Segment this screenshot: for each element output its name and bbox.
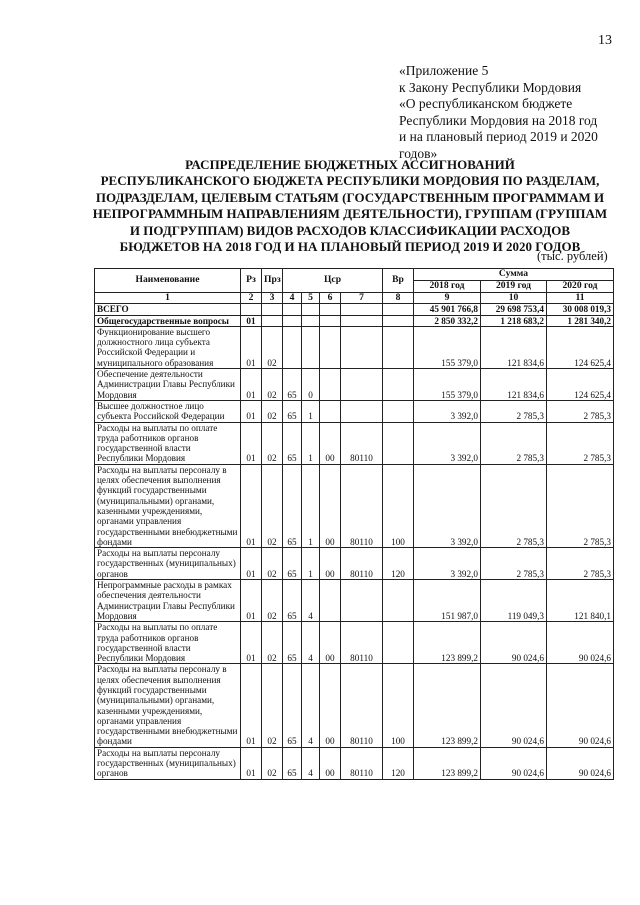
row-prz: 02	[262, 464, 283, 547]
row-prz: 02	[262, 622, 283, 664]
title-line: НЕПРОГРАММНЫМ НАПРАВЛЕНИЯМ ДЕЯТЕЛЬНОСТИ), ГРУППАМ (ГРУППАМ	[92, 206, 608, 222]
column-number: 1	[95, 293, 241, 304]
row-amount-2019: 90 024,6	[481, 664, 547, 747]
row-amount-2020: 124 625,4	[547, 369, 614, 401]
header-sum: Сумма	[414, 269, 614, 281]
row-vr	[383, 622, 414, 664]
row-prz: 02	[262, 422, 283, 464]
row-amount-2018: 123 899,2	[414, 747, 481, 779]
row-name: Обеспечение деятельности Администрации Главы Республики Мордовия	[95, 369, 241, 401]
row-csr-main: 00	[320, 622, 341, 664]
header-rz: Рз	[241, 269, 262, 293]
row-amount-2018: 123 899,2	[414, 622, 481, 664]
row-csr-program	[283, 304, 302, 315]
row-csr-direction: 80110	[341, 548, 383, 580]
row-amount-2019: 1 218 683,2	[481, 315, 547, 326]
row-amount-2018: 151 987,0	[414, 580, 481, 622]
row-name: Расходы на выплаты персоналу государственных (муниципальных) органов	[95, 747, 241, 779]
row-prz: 02	[262, 747, 283, 779]
column-number: 8	[383, 293, 414, 304]
table-row	[95, 580, 614, 622]
row-amount-2020: 121 840,1	[547, 580, 614, 622]
row-amount-2018: 123 899,2	[414, 664, 481, 747]
units-label: (тыс. рублей)	[537, 249, 608, 263]
table-row	[95, 664, 614, 747]
column-number: 6	[320, 293, 341, 304]
row-rz: 01	[241, 747, 262, 779]
row-amount-2019: 90 024,6	[481, 747, 547, 779]
table-row	[95, 464, 614, 547]
row-vr	[383, 422, 414, 464]
row-csr-subprogram	[302, 326, 320, 368]
document-title	[80, 157, 620, 255]
row-amount-2018: 3 392,0	[414, 400, 481, 422]
row-name: Расходы на выплаты по оплате труда работников органов государственной власти Республики Мордовия	[95, 422, 241, 464]
row-vr: 120	[383, 548, 414, 580]
row-csr-program: 65	[283, 747, 302, 779]
row-csr-main	[320, 304, 341, 315]
header-2018: 2018 год	[414, 281, 481, 293]
row-name: Высшее должностное лицо субъекта Российской Федерации	[95, 400, 241, 422]
row-amount-2018: 45 901 766,8	[414, 304, 481, 315]
row-csr-program	[283, 315, 302, 326]
row-rz: 01	[241, 400, 262, 422]
row-csr-direction: 80110	[341, 422, 383, 464]
row-amount-2018: 155 379,0	[414, 326, 481, 368]
row-amount-2020: 2 785,3	[547, 548, 614, 580]
header-prz: Прз	[262, 269, 283, 293]
header-2020: 2020 год	[547, 281, 614, 293]
row-csr-main	[320, 326, 341, 368]
row-prz: 02	[262, 326, 283, 368]
row-name: Расходы на выплаты персоналу в целях обеспечения выполнения функций государственными (муниципальными) органами, казенными учреждениями, органами управления государственными внебюджетными фондами	[95, 464, 241, 547]
row-csr-direction	[341, 580, 383, 622]
row-vr	[383, 369, 414, 401]
row-csr-main	[320, 315, 341, 326]
row-prz: 02	[262, 664, 283, 747]
row-rz: 01	[241, 664, 262, 747]
row-vr	[383, 315, 414, 326]
row-rz: 01	[241, 464, 262, 547]
row-name: ВСЕГО	[95, 304, 241, 315]
row-csr-direction: 80110	[341, 747, 383, 779]
row-amount-2020: 2 785,3	[547, 400, 614, 422]
row-prz: 02	[262, 400, 283, 422]
row-csr-subprogram: 4	[302, 664, 320, 747]
row-csr-subprogram: 4	[302, 622, 320, 664]
appendix-note	[399, 63, 614, 162]
row-csr-direction: 80110	[341, 464, 383, 547]
column-number: 10	[481, 293, 547, 304]
table-body	[95, 293, 614, 780]
table-row	[95, 747, 614, 779]
row-prz: 02	[262, 580, 283, 622]
title-line: РЕСПУБЛИКАНСКОГО БЮДЖЕТА РЕСПУБЛИКИ МОРДОВИЯ ПО РАЗДЕЛАМ,	[100, 173, 600, 189]
row-vr: 100	[383, 664, 414, 747]
row-amount-2020: 2 785,3	[547, 464, 614, 547]
row-csr-main: 00	[320, 464, 341, 547]
column-number: 9	[414, 293, 481, 304]
row-name: Функционирование высшего должностного лица субъекта Российской Федерации и муниципального образования	[95, 326, 241, 368]
row-name: Расходы на выплаты персоналу в целях обеспечения выполнения функций государственными (муниципальными) органами, казенными учреждениями, органами управления государственными внебюджетными фондами	[95, 664, 241, 747]
appendix-line: «О республиканском бюджете	[399, 96, 573, 111]
title-line: БЮДЖЕТОВ НА 2018 ГОД И НА ПЛАНОВЫЙ ПЕРИОД 2019 И 2020 ГОДОВ	[119, 239, 581, 255]
row-rz	[241, 304, 262, 315]
header-name: Наименование	[95, 269, 241, 293]
row-csr-direction	[341, 304, 383, 315]
row-csr-program: 65	[283, 369, 302, 401]
row-amount-2020: 30 008 019,3	[547, 304, 614, 315]
row-rz: 01	[241, 622, 262, 664]
row-csr-direction	[341, 369, 383, 401]
row-amount-2019: 2 785,3	[481, 464, 547, 547]
row-amount-2020: 124 625,4	[547, 326, 614, 368]
row-csr-subprogram: 1	[302, 464, 320, 547]
row-vr: 120	[383, 747, 414, 779]
row-name: Расходы на выплаты персоналу государственных (муниципальных) органов	[95, 548, 241, 580]
row-name: Непрограммные расходы в рамках обеспечения деятельности Администрации Главы Республики Мордовия	[95, 580, 241, 622]
budget-table	[94, 268, 614, 780]
appendix-line: и на плановый период 2019 и 2020	[399, 129, 598, 144]
row-amount-2018: 3 392,0	[414, 548, 481, 580]
row-rz: 01	[241, 548, 262, 580]
column-number-row	[95, 293, 614, 304]
row-csr-main	[320, 580, 341, 622]
row-rz: 01	[241, 369, 262, 401]
row-csr-main: 00	[320, 664, 341, 747]
title-line: И ПОДГРУППАМ) ВИДОВ РАСХОДОВ КЛАССИФИКАЦИИ РАСХОДОВ	[129, 222, 571, 238]
row-amount-2019: 121 834,6	[481, 326, 547, 368]
column-number: 4	[283, 293, 302, 304]
row-amount-2018: 3 392,0	[414, 422, 481, 464]
row-vr	[383, 400, 414, 422]
row-csr-direction	[341, 315, 383, 326]
row-amount-2020: 90 024,6	[547, 664, 614, 747]
row-amount-2020: 90 024,6	[547, 622, 614, 664]
row-csr-main	[320, 400, 341, 422]
row-csr-subprogram: 0	[302, 369, 320, 401]
row-vr	[383, 326, 414, 368]
row-csr-direction: 80110	[341, 622, 383, 664]
row-csr-direction: 80110	[341, 664, 383, 747]
appendix-line: «Приложение 5	[399, 63, 489, 78]
row-csr-main: 00	[320, 422, 341, 464]
row-csr-subprogram: 1	[302, 422, 320, 464]
row-amount-2020: 90 024,6	[547, 747, 614, 779]
column-number: 11	[547, 293, 614, 304]
row-rz: 01	[241, 315, 262, 326]
table-row	[95, 422, 614, 464]
row-name: Расходы на выплаты по оплате труда работников органов государственной власти Республики Мордовия	[95, 622, 241, 664]
row-csr-direction	[341, 326, 383, 368]
row-name: Общегосударственные вопросы	[95, 315, 241, 326]
row-csr-main	[320, 369, 341, 401]
row-csr-main: 00	[320, 747, 341, 779]
row-amount-2018: 3 392,0	[414, 464, 481, 547]
row-vr	[383, 580, 414, 622]
row-csr-subprogram	[302, 304, 320, 315]
row-amount-2020: 1 281 340,2	[547, 315, 614, 326]
row-csr-subprogram: 1	[302, 548, 320, 580]
header-vr: Вр	[383, 269, 414, 293]
row-csr-subprogram	[302, 315, 320, 326]
row-csr-program: 65	[283, 400, 302, 422]
table-header	[95, 269, 614, 293]
title-line: РАСПРЕДЕЛЕНИЕ БЮДЖЕТНЫХ АССИГНОВАНИЙ	[185, 157, 515, 172]
row-csr-program: 65	[283, 580, 302, 622]
header-csr: Цср	[283, 269, 383, 293]
row-csr-subprogram: 4	[302, 580, 320, 622]
header-2019: 2019 год	[481, 281, 547, 293]
row-prz: 02	[262, 369, 283, 401]
row-csr-program	[283, 326, 302, 368]
row-csr-subprogram: 1	[302, 400, 320, 422]
row-csr-program: 65	[283, 464, 302, 547]
row-amount-2019: 119 049,3	[481, 580, 547, 622]
row-rz: 01	[241, 580, 262, 622]
table-row	[95, 369, 614, 401]
row-amount-2019: 2 785,3	[481, 548, 547, 580]
column-number: 5	[302, 293, 320, 304]
row-csr-subprogram: 4	[302, 747, 320, 779]
row-amount-2019: 90 024,6	[481, 622, 547, 664]
table-row	[95, 622, 614, 664]
row-amount-2019: 29 698 753,4	[481, 304, 547, 315]
table-row	[95, 400, 614, 422]
row-amount-2020: 2 785,3	[547, 422, 614, 464]
row-vr: 100	[383, 464, 414, 547]
row-prz	[262, 315, 283, 326]
row-amount-2019: 2 785,3	[481, 400, 547, 422]
row-prz	[262, 304, 283, 315]
row-csr-program: 65	[283, 548, 302, 580]
table-row	[95, 304, 614, 315]
row-vr	[383, 304, 414, 315]
row-rz: 01	[241, 422, 262, 464]
row-amount-2018: 155 379,0	[414, 369, 481, 401]
row-amount-2018: 2 850 332,2	[414, 315, 481, 326]
table-row	[95, 326, 614, 368]
table-row	[95, 315, 614, 326]
row-csr-direction	[341, 400, 383, 422]
row-csr-program: 65	[283, 622, 302, 664]
page-number: 13	[598, 33, 612, 48]
appendix-line: годов»	[399, 145, 438, 161]
row-amount-2019: 2 785,3	[481, 422, 547, 464]
table-row	[95, 548, 614, 580]
row-prz: 02	[262, 548, 283, 580]
row-rz: 01	[241, 326, 262, 368]
appendix-line: к Закону Республики Мордовия	[399, 79, 582, 95]
column-number: 3	[262, 293, 283, 304]
title-line: ПОДРАЗДЕЛАМ, ЦЕЛЕВЫМ СТАТЬЯМ (ГОСУДАРСТВЕННЫМ ПРОГРАММАМ И	[95, 189, 605, 205]
row-csr-main: 00	[320, 548, 341, 580]
row-csr-program: 65	[283, 664, 302, 747]
column-number: 2	[241, 293, 262, 304]
row-amount-2019: 121 834,6	[481, 369, 547, 401]
appendix-line: Республики Мордовия на 2018 год	[399, 112, 598, 128]
column-number: 7	[341, 293, 383, 304]
row-csr-program: 65	[283, 422, 302, 464]
